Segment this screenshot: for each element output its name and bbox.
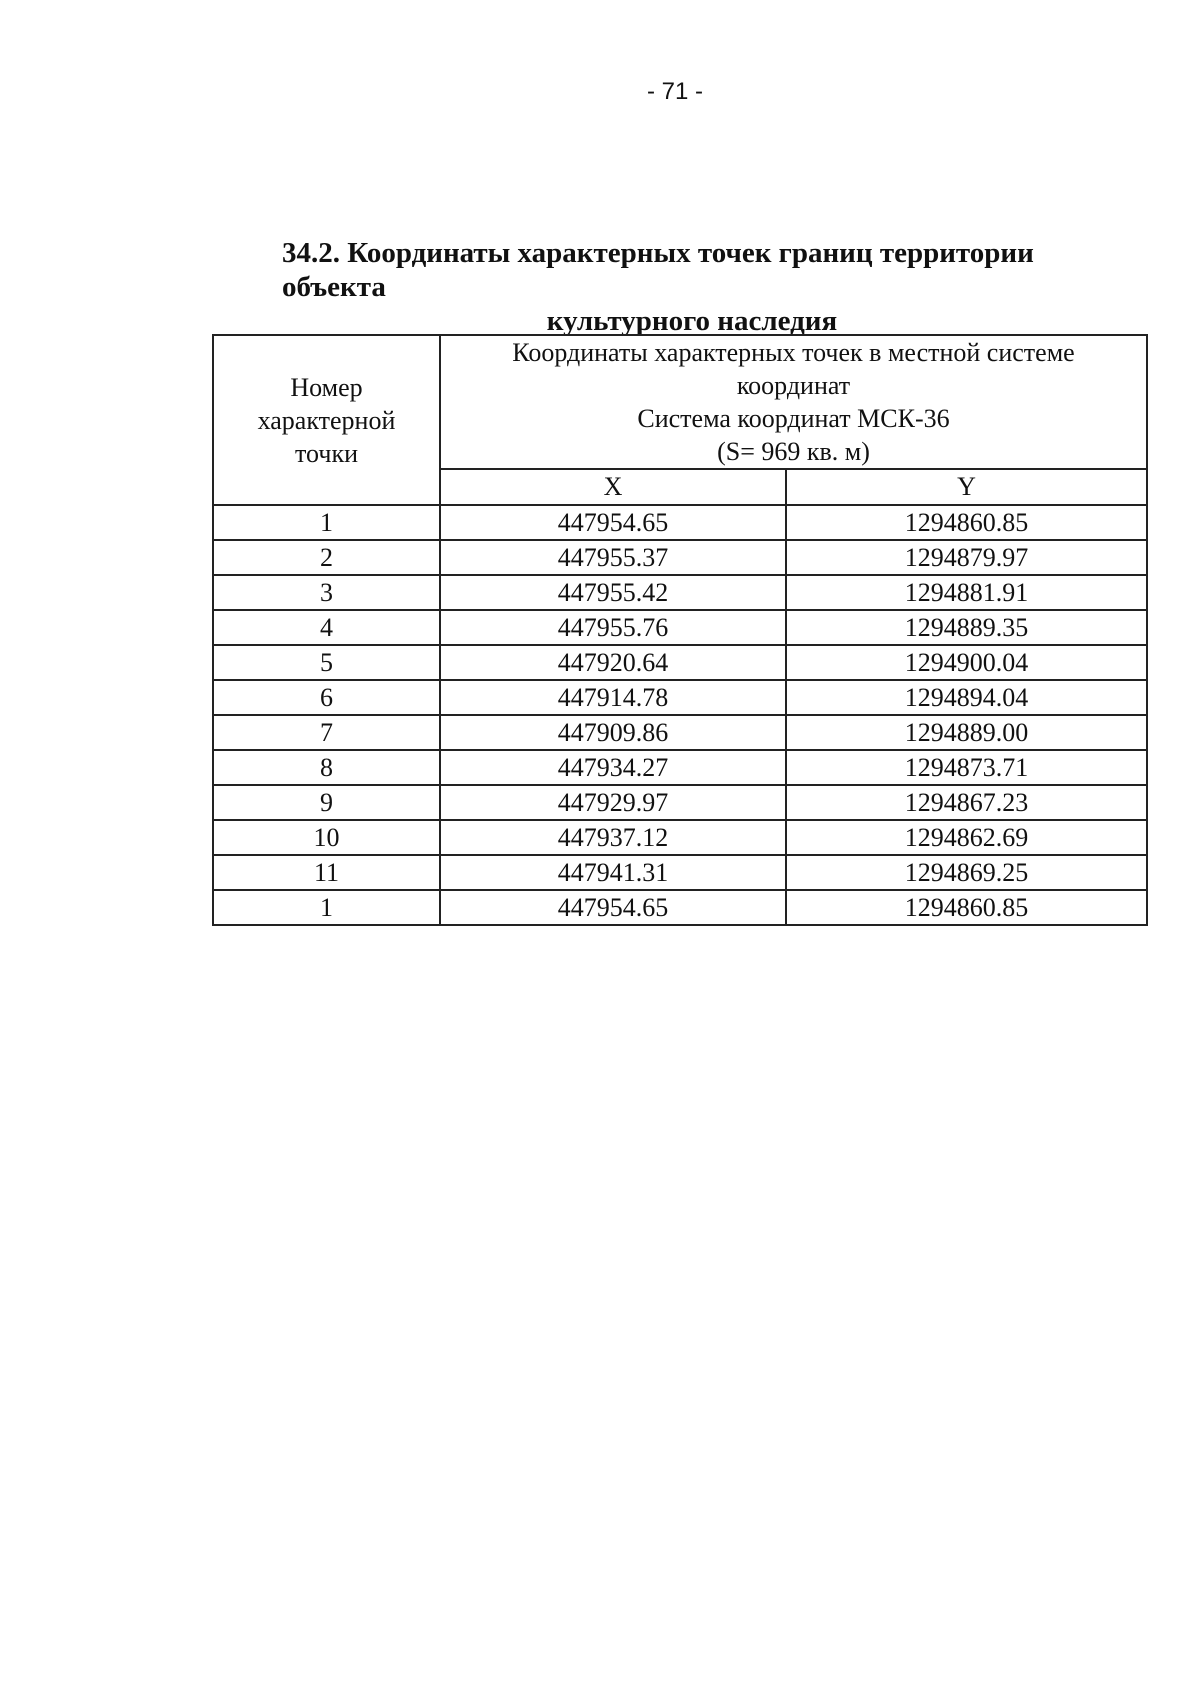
cell-point-number: 6 bbox=[213, 680, 440, 715]
section-title-line2: культурного наследия bbox=[546, 305, 838, 337]
header-coords-line: Система координат МСК-36 bbox=[637, 404, 950, 433]
cell-x: 447934.27 bbox=[440, 750, 786, 785]
page-number: - 71 - bbox=[646, 78, 703, 105]
section-title-line1: 34.2. Координаты характерных точек границ территории объекта bbox=[282, 237, 1034, 303]
cell-point-number: 5 bbox=[213, 645, 440, 680]
cell-y: 1294879.97 bbox=[786, 540, 1147, 575]
cell-point-number: 8 bbox=[213, 750, 440, 785]
table-row bbox=[213, 890, 1147, 925]
cell-y: 1294873.71 bbox=[786, 750, 1147, 785]
header-coords-line: координат bbox=[736, 371, 851, 400]
cell-x: 447955.42 bbox=[440, 575, 786, 610]
cell-y: 1294862.69 bbox=[786, 820, 1147, 855]
cell-point-number: 1 bbox=[213, 505, 440, 540]
cell-point-number: 4 bbox=[213, 610, 440, 645]
table-row bbox=[213, 680, 1147, 715]
cell-point-number: 1 bbox=[213, 890, 440, 925]
table-row bbox=[213, 715, 1147, 750]
table-row bbox=[213, 820, 1147, 855]
table-row bbox=[213, 505, 1147, 540]
header-point-number bbox=[213, 335, 440, 505]
cell-x: 447914.78 bbox=[440, 680, 786, 715]
cell-x: 447937.12 bbox=[440, 820, 786, 855]
table-row bbox=[213, 645, 1147, 680]
cell-y: 1294900.04 bbox=[786, 645, 1147, 680]
cell-y: 1294889.00 bbox=[786, 715, 1147, 750]
header-coordinates bbox=[440, 335, 1147, 469]
table-row bbox=[213, 540, 1147, 575]
section-title bbox=[282, 236, 1142, 338]
cell-y: 1294860.85 bbox=[786, 890, 1147, 925]
cell-y: 1294894.04 bbox=[786, 680, 1147, 715]
table-row bbox=[213, 785, 1147, 820]
cell-point-number: 7 bbox=[213, 715, 440, 750]
cell-x: 447955.37 bbox=[440, 540, 786, 575]
table-row bbox=[213, 610, 1147, 645]
cell-x: 447941.31 bbox=[440, 855, 786, 890]
cell-point-number: 3 bbox=[213, 575, 440, 610]
cell-y: 1294889.35 bbox=[786, 610, 1147, 645]
header-point-line: точки bbox=[295, 438, 358, 468]
cell-x: 447929.97 bbox=[440, 785, 786, 820]
cell-x: 447954.65 bbox=[440, 890, 786, 925]
header-x: X bbox=[440, 469, 786, 505]
cell-point-number: 11 bbox=[213, 855, 440, 890]
header-y: Y bbox=[786, 469, 1147, 505]
header-coords-line: Координаты характерных точек в местной системе bbox=[512, 338, 1075, 367]
cell-y: 1294860.85 bbox=[786, 505, 1147, 540]
cell-x: 447920.64 bbox=[440, 645, 786, 680]
table-row bbox=[213, 750, 1147, 785]
cell-y: 1294869.25 bbox=[786, 855, 1147, 890]
header-point-line: характерной bbox=[257, 405, 396, 435]
cell-point-number: 10 bbox=[213, 820, 440, 855]
header-coords-line: (S= 969 кв. м) bbox=[717, 437, 870, 466]
cell-point-number: 2 bbox=[213, 540, 440, 575]
cell-y: 1294881.91 bbox=[786, 575, 1147, 610]
header-point-line: Номер bbox=[290, 372, 363, 402]
cell-y: 1294867.23 bbox=[786, 785, 1147, 820]
cell-x: 447955.76 bbox=[440, 610, 786, 645]
cell-point-number: 9 bbox=[213, 785, 440, 820]
cell-x: 447909.86 bbox=[440, 715, 786, 750]
table-row bbox=[213, 575, 1147, 610]
coordinates-table bbox=[212, 334, 1148, 926]
table-row bbox=[213, 855, 1147, 890]
cell-x: 447954.65 bbox=[440, 505, 786, 540]
